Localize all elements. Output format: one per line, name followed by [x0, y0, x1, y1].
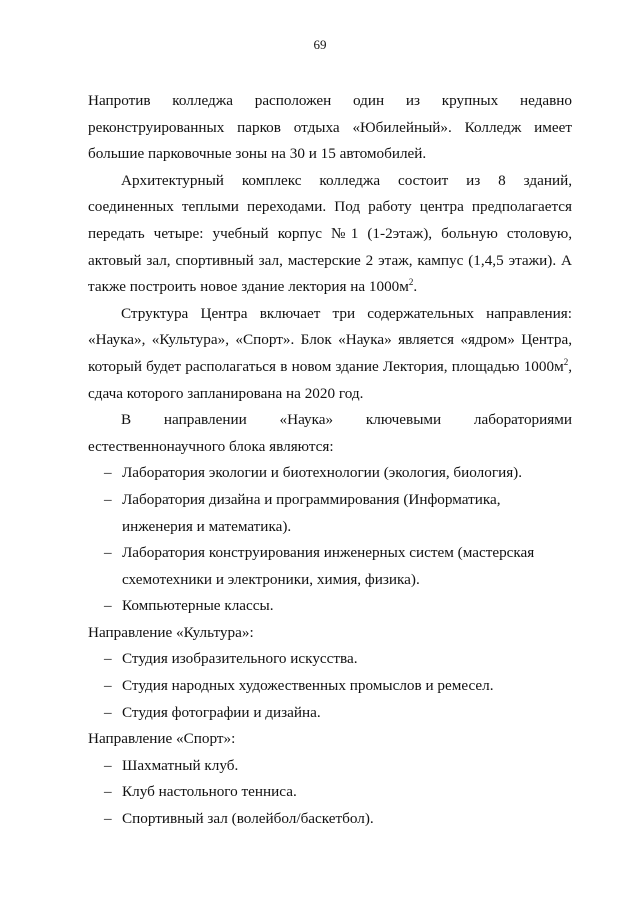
- superscript-2: 2: [563, 356, 569, 367]
- dash-bullet: –: [104, 650, 112, 668]
- dash-bullet: –: [104, 677, 112, 695]
- list-item-text: Студия фотографии и дизайна.: [122, 703, 321, 721]
- list-item: [88, 460, 572, 487]
- paragraph-architecture-end: .: [413, 278, 418, 296]
- paragraph-structure-text: Структура Центра включает три содержательных направления: «Наука», «Культура», «Спорт». Блок «Наука» является «ядром» Центра, который будет располагаться в новом здание Лектория, площадью 1000м: [88, 304, 572, 375]
- list-item-text: Лаборатория конструирования инженерных систем (мастерская схемотехники и электроники, химия, физика).: [122, 544, 535, 588]
- dash-bullet: –: [104, 490, 112, 508]
- sport-heading: Направление «Спорт»:: [88, 730, 236, 748]
- dash-bullet: –: [104, 783, 112, 801]
- list-item-text: Компьютерные классы.: [122, 597, 274, 615]
- paragraph-architecture: [88, 168, 572, 301]
- list-item: [88, 593, 572, 620]
- paragraph-architecture-text: Архитектурный комплекс колледжа состоит из 8 зданий, соединенных теплыми переходами. Под работу центра предполагается передать четыре: учебный корпус №1 (1-2этаж), больную столовую, актовый зал, спортивный зал, мастерские 2 этаж, кампус (1,4,5 этажи). А также построить новое здание лектория на 1000м: [88, 171, 572, 296]
- paragraph-science-intro: В направлении «Наука» ключевыми лабораториями естественнонаучного блока являются:: [88, 411, 572, 455]
- list-item-text: Лаборатория экологии и биотехнологии (экология, биология).: [122, 464, 523, 482]
- list-item: [88, 700, 572, 727]
- list-item-text: Спортивный зал (волейбол/баскетбол).: [122, 810, 374, 828]
- list-item: [88, 753, 572, 780]
- list-item-text: Шахматный клуб.: [122, 756, 239, 774]
- dash-bullet: –: [104, 756, 112, 774]
- science-list: [88, 460, 572, 620]
- culture-heading: Направление «Культура»:: [88, 623, 254, 641]
- list-item-text: Студия народных художественных промыслов и ремесел.: [122, 677, 494, 695]
- dash-bullet: –: [104, 544, 112, 562]
- paragraph-park: Напротив колледжа расположен один из крупных недавно реконструированных парков отдыха «Юбилейный». Колледж имеет большие парковочные зоны на 30 и 15 автомобилей.: [88, 92, 572, 163]
- page-number: 69: [313, 37, 327, 52]
- list-item: [88, 646, 572, 673]
- sport-list: [88, 753, 572, 833]
- list-item-text: Клуб настольного тенниса.: [122, 783, 297, 801]
- list-item: [88, 540, 572, 593]
- list-item-text: Лаборатория дизайна и программирования (Информатика, инженерия и математика).: [122, 490, 501, 535]
- paragraph-structure-end: , сдача которого запланирована на 2020 год.: [88, 357, 572, 402]
- dash-bullet: –: [104, 464, 112, 482]
- list-item: [88, 779, 572, 806]
- superscript-2: 2: [408, 277, 414, 288]
- page-content: [88, 88, 572, 833]
- dash-bullet: –: [104, 703, 112, 721]
- dash-bullet: –: [104, 597, 112, 615]
- culture-list: [88, 646, 572, 726]
- list-item: [88, 673, 572, 700]
- paragraph-structure: [88, 301, 572, 407]
- list-item: [88, 487, 572, 540]
- list-item-text: Студия изобразительного искусства.: [122, 650, 358, 668]
- dash-bullet: –: [104, 810, 112, 828]
- list-item: [88, 806, 572, 833]
